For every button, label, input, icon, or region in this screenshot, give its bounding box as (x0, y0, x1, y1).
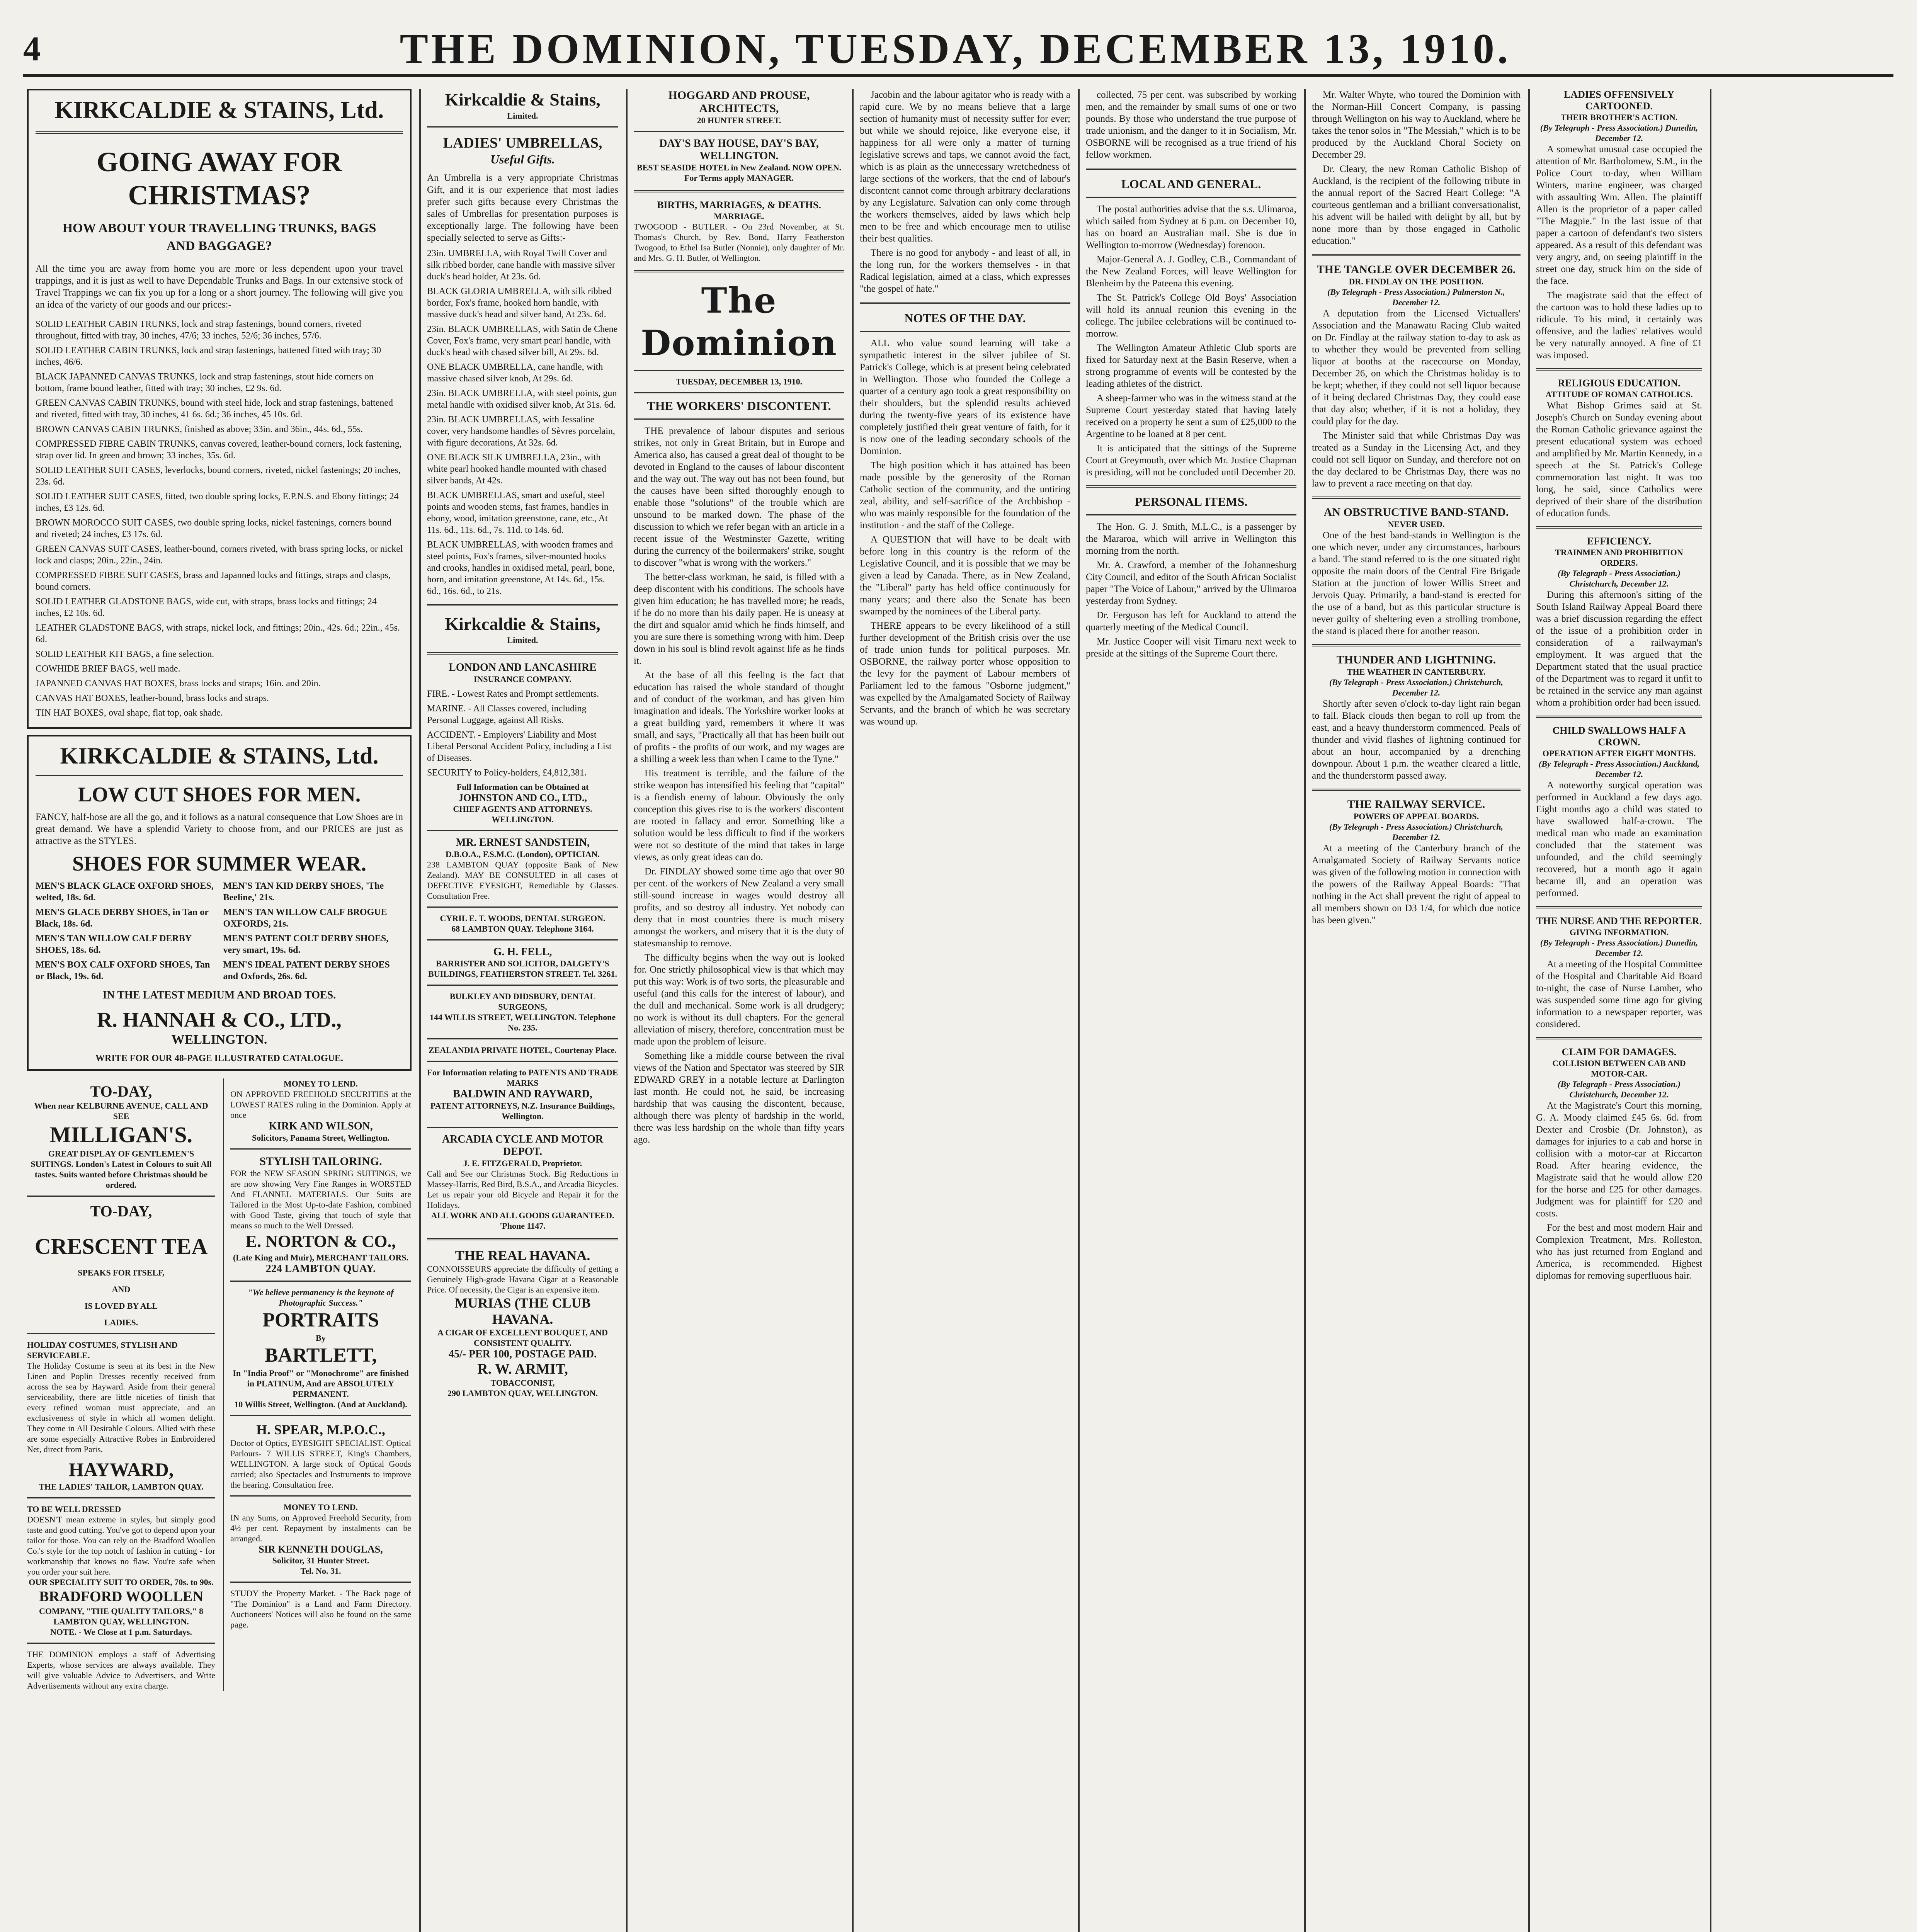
col1-lower (27, 1078, 412, 1691)
tangle-body (1312, 308, 1521, 490)
personal-head: PERSONAL ITEMS. (1135, 495, 1248, 509)
dateline: TUESDAY, DECEMBER 13, 1910. (675, 377, 803, 386)
umbrella-item: BLACK UMBRELLAS, smart and useful, steel points and wooden stems, fast frames, handles in ebony, wood, imitation greenstone, cane, etc., At 11s. 6d., 11s. 6d., 7s. 11d. to 14s. 6d. (427, 490, 609, 535)
tangle-line: (By Telegraph - Press Association.) Palmerston N., December 12. (1327, 287, 1505, 307)
tea-line: SPEAKS FOR ITSELF, (78, 1268, 165, 1277)
paragraph: A somewhat unusual case occupied the attention of Mr. Bartholomew, S.M., in the Police Court to-day, when William Winters, marine engineer, was charged with assaulting Wm. Allen. The plaintiff Allen is the proprietor of a paper called "The Magpie." In the last issue of that paper a cartoon of defendant's two sisters appeared. As a result of this defendant was very angry, and, on seeing plaintiff in the street one day, struck him on the side of the face. (1536, 144, 1702, 286)
paragraph: The Minister said that while Christmas Day was treated as a Sunday in the Licensing Act, and they could not sell liquor on Sunday, and therefore not on the day declared to be Christmas Day, there was no law to prevent a race meeting on that day. (1312, 430, 1521, 489)
cycle-prop: J. E. FITZGERALD, Proprietor. (463, 1158, 582, 1168)
thunder-head: THUNDER AND LIGHTNING. (1336, 653, 1496, 666)
obstr-body (1312, 529, 1521, 637)
portrait-addr: 10 Willis Street, Wellington. (And at Auckland). (234, 1400, 407, 1409)
obstr-head: AN OBSTRUCTIVE BAND-STAND. (1323, 506, 1509, 519)
insurance-head: LONDON AND LANCASHIRE (449, 662, 597, 673)
shoe-item: MEN'S GLACE DERBY SHOES, in Tan or Black, 18s. 6d. (36, 907, 209, 929)
ad-brand-sub: Limited. (507, 111, 538, 121)
hoggard-addr: 20 HUNTER STREET. (697, 116, 781, 125)
trunk-item: SOLID LEATHER CABIN TRUNKS, lock and strap fastenings, bound corners, riveted throughout, fitted with tray, 30 inches, 47/6; 33 inches, 52/6; 36 inches, 57/6. (36, 319, 361, 341)
paragraph: ALL who value sound learning will take a sympathetic interest in the silver jubilee of St. Patrick's College, which is at present being celebrated in Wellington. Those who founded the College a quarter of a century ago took a great responsibility on their shoulders, but the splendid results achieved during the twenty-five years of its existence have completely justified their great venture of faith, for it is now one of the leading secondary schools of the Dominion. (860, 338, 1070, 456)
trunk-item: SOLID LEATHER GLADSTONE BAGS, wide cut, with straps, brass locks and fittings; 24 inches, £2 10s. 6d. (36, 597, 377, 618)
insurance-item: SECURITY to Policy-holders, £4,812,381. (427, 768, 587, 778)
ad-intro: All the time you are away from home you are more or less dependent upon your travel trappings, and it is just as well to have Dependable Trunks and Bags. In our extensive stock of Travel Trappings we can fix you up for a long or a short journey. The following will give you an idea of the variety of our goods and our prices:- (36, 264, 403, 310)
leader-head: THE WORKERS' DISCONTENT. (647, 399, 831, 413)
paragraph: During this afternoon's sitting of the South Island Railway Appeal Board there was a brief discussion regarding the effect of the issue of a prohibition order in consideration of a railwayman's employment. It was argued that the Department stated that the usual practice of the Department was to regard it unfit to be retained in the service any man against whom a prohibition order had been issued. (1536, 590, 1702, 708)
shoe-item: MEN'S TAN KID DERBY SHOES, 'The Beeline,' 21s. (223, 881, 384, 903)
efficiency-sub: TRAINMEN AND PROHIBITION ORDERS. (1555, 548, 1683, 568)
insurance-agents: CHIEF AGENTS AND ATTORNEYS. WELLINGTON. (453, 804, 592, 824)
paragraph: For the best and most modern Hair and Complexion Treatment, Mrs. Rolleston, who has just returned from England and America, is recommended. Highest diplomas for removing superfluous hair. (1536, 1223, 1702, 1281)
trunk-item: JAPANNED CANVAS HAT BOXES, brass locks and straps; 16in. and 20in. (36, 679, 321, 689)
obstr-sub: NEVER USED. (1388, 519, 1445, 529)
paragraph: One of the best band-stands in Wellington is the one which never, under any circumstances, harbours a band. The stand referred to is the one situated right opposite the main doors of the Central Fire Brigade Station at the junction of lower Willis Street and Jervois Quay. Primarily, a band-stand is erected for the use of a band, but as this particular structure is never guilty of sheltering even a strolling trombone, the stand is placed there for another reason. (1312, 530, 1521, 636)
shoe-item: MEN'S PATENT COLT DERBY SHOES, very smart, 19s. 6d. (223, 934, 389, 955)
paragraph: A noteworthy surgical operation was performed in Auckland a few days ago. Eight months ago a child was stated to have swallowed half-a-crown. The medical man who made an examination concluded that the statement was unfounded, and the child seemingly recovered, but a month ago it again became ill, and an operation was performed. (1536, 780, 1702, 898)
paragraph: At a meeting of the Hospital Committee of the Hospital and Charitable Aid Board to-night, the case of Nurse Lamber, who was suspended some time ago for giving information to a newspaper reporter, was considered. (1536, 959, 1702, 1029)
tea-line: AND (112, 1284, 131, 1294)
tailor-body: FOR the NEW SEASON SPRING SUITINGS, we are now showing Very Fine Ranges in WORSTED And FLANNEL MATERIALS. Our Suits are Tailored in the Most Up-to-date Fashion, combined with Good Taste, giving that touch of style that means so much to the Well Dressed. (230, 1168, 411, 1230)
bradford-special: OUR SPECIALITY SUIT TO ORDER, 70s. to 90s. (29, 1577, 214, 1587)
cycle-body: Call and See our Christmas Stock. Big Reductions in Massey-Harris, Red Bird, B.S.A., and Arcadia Bicycles. Let us repair your old Bicycle and Repair it for the Holidays. (427, 1169, 618, 1210)
religious-sub: ATTITUDE OF ROMAN CATHOLICS. (1545, 389, 1693, 399)
column-rule (419, 89, 421, 1932)
money-firm: KIRK AND WILSON, (269, 1120, 373, 1132)
efficiency-line: (By Telegraph - Press Association.) Christchurch, December 12. (1558, 568, 1681, 588)
cartoon-sub: THEIR BROTHER'S ACTION. (1560, 112, 1678, 122)
kirkcaldie-travel-ad (27, 89, 412, 729)
local-body (1086, 203, 1296, 478)
trunk-item: GREEN CANVAS CABIN TRUNKS, bound with steel hide, lock and strap fastenings, battened and riveted, fitted with tray, 30 inches, 41 6s. 6d.; 36 inches, 45 10s. 6d. (36, 398, 393, 420)
column-rule (1710, 89, 1711, 1932)
paragraph: A deputation from the Licensed Victuallers' Association and the Manawatu Racing Club waited on Dr. Findlay at the railway station to-day to ask as to whether they would be prevented from selling liquor at booths at the racecourse on Monday, December 26, on which the Christmas holiday is to be kept; whether, if they could not sell liquor because of it being declared Christmas Day, they could ease that day also; whether, if it is not a holiday, they could play for the day. (1312, 308, 1521, 427)
paragraph: It is anticipated that the sittings of the Supreme Court at Greymouth, over which Mr. Justice Chapman is presiding, will not be concluded until December 20. (1086, 443, 1296, 478)
woods-addr: 68 LAMBTON QUAY. Telephone 3164. (451, 924, 594, 934)
shoe-item: MEN'S BLACK GLACE OXFORD SHOES, welted, 18s. 6d. (36, 881, 214, 903)
cartoon-line: (By Telegraph - Press Association.) Dunedin, December 12. (1540, 123, 1698, 143)
notes-body-cont (1086, 89, 1296, 161)
daysbay-name: DAY'S BAY HOUSE, DAY'S BAY, WELLINGTON. (659, 138, 819, 162)
claim-sub: COLLISION BETWEEN CAB AND MOTOR-CAR. (1552, 1058, 1686, 1078)
umbrella-item: 23in. BLACK UMBRELLA, with steel points, gun metal handle with oxidised silver knob, At 31s. 6d. (427, 388, 617, 410)
masthead (23, 23, 1893, 77)
portrait-body: In "India Proof" or "Monochrome" are finished in PLATINUM, And are ABSOLUTELY PERMANENT. (233, 1368, 409, 1399)
local-head: LOCAL AND GENERAL. (1121, 177, 1261, 191)
fell-name: G. H. FELL, (493, 946, 552, 958)
umbrella-item: 23in. UMBRELLA, with Royal Twill Cover and silk ribbed border, cane handle with massive silver duck's head holder, At 23s. 6d. (427, 248, 615, 282)
rail-head: THE RAILWAY SERVICE. (1347, 798, 1485, 811)
today-label: TO-DAY, (90, 1202, 152, 1220)
rail-line: (By Telegraph - Press Association.) Christchurch, December 12. (1329, 822, 1504, 842)
kirkcaldie-shoe-ad (27, 735, 412, 1071)
paragraph: Dr. Ferguson has left for Auckland to attend the quarterly meeting of the Medical Council. (1086, 610, 1296, 633)
religious-head: RELIGIOUS EDUCATION. (1558, 378, 1681, 389)
armit-sub: TOBACCONIST, (490, 1378, 555, 1388)
portrait-quote: "We believe permanency is the keynote of Photographic Success." (248, 1287, 394, 1308)
paragraph: Dr. FINDLAY showed some time ago that over 90 per cent. of the workers of New Zealand a very small still-sound increase in wages would destroy all profits, and so destroy all industry. Yet nobody can deny that in most countries there is much misery amongst the workers, and misery that it is the duty of statesmanship to remove. (634, 866, 844, 949)
shoes-headline: LOW CUT SHOES FOR MEN. (78, 783, 361, 806)
notes-body (860, 337, 1070, 728)
trunk-list (36, 318, 403, 719)
paragraph: The St. Patrick's College Old Boys' Association will hold its annual reunion this evening in the college. The jubilee celebrations will be continued to-morrow. (1086, 293, 1296, 339)
milligan-body: GREAT DISPLAY OF GENTLEMEN'S SUITINGS. London's Latest in Colours to suit All tastes. Suits wanted before Christmas should be ordered. (31, 1149, 212, 1190)
hayward-name: HAYWARD, (68, 1459, 174, 1480)
shoe-item: MEN'S IDEAL PATENT DERBY SHOES and Oxfords, 26s. 6d. (223, 960, 390, 981)
column-1 (27, 89, 412, 1932)
rail-body (1312, 842, 1521, 926)
armit-addr: 290 LAMBTON QUAY, WELLINGTON. (447, 1388, 598, 1398)
efficiency-body (1536, 589, 1702, 709)
insurance-item: ACCIDENT. - Employers' Liability and Most Liberal Personal Accident Policy, including a List of Diseases. (427, 730, 612, 763)
insurance-firm: JOHNSTON AND CO., LTD., (458, 792, 587, 803)
paper-title: The Dominion (641, 280, 837, 364)
bradford-intro: TO BE WELL DRESSED (27, 1504, 121, 1514)
column-7 (1536, 89, 1702, 1932)
paragraph: Major-General A. J. Godley, C.B., Commandant of the New Zealand Forces, will leave Wellington for Blenheim by the Pateena this evening. (1086, 254, 1296, 289)
havana-head: THE REAL HAVANA. (455, 1248, 590, 1263)
shoes-footer: IN THE LATEST MEDIUM AND BROAD TOES. (102, 989, 336, 1001)
ad-headline: GOING AWAY FOR (97, 146, 342, 177)
column-rule (852, 89, 854, 1932)
nurse-head: THE NURSE AND THE REPORTER. (1536, 915, 1702, 927)
norton-name: E. NORTON & CO., (245, 1232, 396, 1251)
personal-body (1086, 521, 1296, 660)
trunk-item: SOLID LEATHER CABIN TRUNKS, lock and strap fastenings, battened fitted with tray; 30 inches, 46/6. (36, 345, 381, 367)
crown-line: (By Telegraph - Press Association.) Auckland, December 12. (1538, 759, 1700, 779)
claim-body (1536, 1100, 1702, 1282)
thunder-body (1312, 698, 1521, 782)
thunder-line: (By Telegraph - Press Association.) Christchurch, December 12. (1329, 677, 1504, 697)
trunk-item: SOLID LEATHER KIT BAGS, a fine selection. (36, 649, 214, 659)
paragraph: At the base of all this feeling is the fact that education has raised the whole standard of thought and of conduct of the workman, and has given him imagination and ideals. The Yorkshire worker looks at a great building yard, remembers it where it was small, and says, "Practically all that has been built out of profits - the profits of our work, and my wages are a shilling a week less than when I came to the Tyne." (634, 670, 844, 764)
holiday-body: The Holiday Costume is seen at its best in the New Linen and Poplin Dresses recently received from across the sea by Hayward. Aside from their general serviceability, there are little niceties of finish that every refined woman must appreciate, and an exclusiveness of style in which all women delight. They come in All Desirable Colours. Allied with these are some especially Attractive Robes in Embroidered Net, direct from Paris. (27, 1361, 215, 1454)
umbrella-intro: An Umbrella is a very appropriate Christmas Gift, and it is our experience that most ladies prefer such gifts because every Christmas the sales of Umbrellas for presentation purposes is exceptionally large. The following have been specially selected to serve as Gifts:- (427, 173, 618, 243)
trunk-item: COMPRESSED FIBRE SUIT CASES, brass and Japanned locks and fittings, straps and clasps, bound corners. (36, 570, 391, 592)
hoggard-name: HOGGARD AND PROUSE, ARCHITECTS, (668, 89, 810, 115)
trunk-item: BROWN CANVAS CABIN TRUNKS, finished as above; 33in. and 36in., 44s. 6d., 55s. (36, 424, 363, 434)
leader-body-cont (860, 89, 1070, 295)
spear-name: H. SPEAR, M.P.O.C., (256, 1422, 385, 1437)
umbrella-item: 23in. BLACK UMBRELLAS, with Jessaline cover, very handsome handles of Sèvres porcelain, with figure decorations, At 32s. 6d. (427, 415, 615, 448)
cartoon-body (1536, 143, 1702, 361)
today-label: TO-DAY, (90, 1083, 152, 1100)
portrait-by: By (316, 1333, 326, 1343)
havana-desc: A CIGAR OF EXCELLENT BOUQUET, AND CONSISTENT QUALITY. (437, 1328, 608, 1348)
optician-body: 238 LAMBTON QUAY (opposite Bank of New Zealand). MAY BE CONSULTED in all cases of DEFECTIVE EYESIGHT, Remediable by Glasses. Consultation Free. (427, 860, 618, 901)
column-6 (1312, 89, 1521, 1932)
personal-body-cont (1312, 89, 1521, 247)
crown-body (1536, 779, 1702, 899)
trunk-item: CANVAS HAT BOXES, leather-bound, brass locks and straps. (36, 693, 269, 703)
insurance-item: FIRE. - Lowest Rates and Prompt settlements. (427, 689, 599, 699)
column-rule (1528, 89, 1530, 1932)
crown-head: CHILD SWALLOWS HALF A CROWN. (1552, 725, 1686, 748)
paragraph: At a meeting of the Canterbury branch of the Amalgamated Society of Railway Servants notice was given of the following motion in connection with the powers of the Railway Appeal Boards: "That nothing in the Act shall prevent the right of appeal to all members shown on D3 1/4, for which due notice has been given." (1312, 843, 1521, 925)
col1-left-ads (27, 1078, 215, 1691)
tea-name: CRESCENT TEA (34, 1234, 208, 1259)
ad-subhead: HOW ABOUT YOUR TRAVELLING TRUNKS, BAGS AND BAGGAGE? (62, 221, 376, 253)
leader-body-cont (634, 866, 844, 1146)
tailor-head: STYLISH TAILORING. (259, 1155, 382, 1168)
trunk-item: COWHIDE BRIEF BAGS, well made. (36, 664, 180, 674)
cycle-foot: ALL WORK AND ALL GOODS GUARANTEED. 'Phone 1147. (431, 1211, 614, 1231)
claim-head: CLAIM FOR DAMAGES. (1561, 1046, 1677, 1058)
paragraph: THERE appears to be every likelihood of a still further development of the British crisis over the use of trade union funds for political purposes. Mr. OSBORNE, the railway porter whose opposition to the levy for the payment of Labour members of Parliament led to the famous "Osborne judgment," was expelled by the Amalgamated Society of Railway Servants, and the branch of which he was secretary was wound up. (860, 621, 1070, 727)
paragraph: Mr. Justice Cooper will visit Timaru next week to preside at the sittings of the Supreme Court there. (1086, 636, 1296, 659)
hannah-city: WELLINGTON. (171, 1032, 267, 1047)
umbrella-item: BLACK UMBRELLAS, with wooden frames and steel points, Fox's frames, silver-mounted hooks and crooks, handles in oxidised metal, pearl, bone, horn, and imitation greenstone, At 14s. 6d., 15s. 6d., 16s. 6d., to 21s. (427, 540, 615, 596)
paragraph: What Bishop Grimes said at St. Joseph's Church on Sunday evening about the Roman Catholic grievance against the present educational system was echoed and amplified by Mr. Martin Kennedy, in a speech at the St. Patrick's College commemoration last night. It was too long, he said, since Catholics were deprived of their share of the distribution of education funds. (1536, 400, 1702, 519)
money-addr: Solicitors, Panama Street, Wellington. (252, 1133, 390, 1143)
marriage-head: MARRIAGE. (714, 211, 764, 221)
column-2 (427, 89, 618, 1932)
optician-sub: D.B.O.A., F.S.M.C. (London), OPTICIAN. (446, 849, 600, 859)
patents-head: For Information relating to PATENTS AND TRADE MARKS (427, 1068, 618, 1088)
paragraph: Mr. Walter Whyte, who toured the Dominion with the Norman-Hill Concert Company, is passing through Wellington on his way to Auckland, where he takes the tenor solos in "The Messiah," which is to be produced by the Auckland Choral Society on December 29. (1312, 90, 1521, 160)
havana-body: CONNOISSEURS appreciate the difficulty of getting a Genuinely High-grade Havana Cigar at a Reasonable Price. Of necessity, the Cigar is an expensive item. (427, 1264, 618, 1294)
havana-price: 45/- PER 100, POSTAGE PAID. (448, 1348, 597, 1360)
umbrella-item: ONE BLACK SILK UMBRELLA, 23in., with white pearl hooked handle mounted with chased silver bands, At 42s. (427, 452, 606, 486)
paragraph: The better-class workman, he said, is filled with a deep discontent with his conditions. The schools have given him education; he has travelled more; he reads, if he do no more than his daily paper. He is uneasy at the dirt and squalor amid which he finds himself, and you are sure there is something wrong with him. Deep down in his soul is blind revolt against life as he finds it. (634, 572, 844, 666)
money-head: MONEY TO LEND. (283, 1079, 358, 1088)
umbrella-head: LADIES' UMBRELLAS, (443, 135, 602, 151)
money-tel: Tel. No. 31. (300, 1566, 341, 1576)
norton-addr: 224 LAMBTON QUAY. (265, 1263, 376, 1275)
insurance-sub: INSURANCE COMPANY. (473, 674, 572, 684)
paragraph: Something like a middle course between the rival views of the Nation and Spectator was steered by SIR EDWARD GREY in a notable lecture at Darlington last month. He could not, he said, be increasing hardship that was causing the discontent, because, although there was plenty of hardship in the world, there was less hardship on the whole than fifty years ago. (634, 1051, 844, 1145)
bradford-note: NOTE. - We Close at 1 p.m. Saturdays. (50, 1627, 192, 1637)
crown-sub: OPERATION AFTER EIGHT MONTHS. (1542, 748, 1696, 758)
notes-head: NOTES OF THE DAY. (904, 311, 1026, 325)
nurse-line: (By Telegraph - Press Association.) Dunedin, December 12. (1540, 938, 1698, 958)
masthead-title: THE DOMINION, TUESDAY, DECEMBER 13, 1910. (400, 25, 1511, 72)
thunder-sub: THE WEATHER IN CANTERBURY. (1347, 667, 1486, 677)
fell-sub: BARRISTER AND SOLICITOR, DALGETY'S BUILDINGS, FEATHERSTON STREET. Tel. 3261. (428, 959, 617, 979)
shoes-headline: SHOES FOR SUMMER WEAR. (72, 852, 367, 875)
col1-right-ads (223, 1078, 411, 1691)
ad-headline: CHRISTMAS? (128, 180, 311, 211)
bmd-head: BIRTHS, MARRIAGES, & DEATHS. (657, 199, 821, 211)
milligan-intro: When near KELBURNE AVENUE, CALL AND SEE (34, 1101, 208, 1121)
umbrella-item: ONE BLACK UMBRELLA, cane handle, with massive chased silver knob, At 29s. 6d. (427, 362, 603, 384)
paragraph: A sheep-farmer who was in the witness stand at the Supreme Court yesterday stated that having lately received on a property he sent a sum of £25,000 to the Argentine to be loaned at 8 per cent. (1086, 393, 1296, 439)
money-body: IN any Sums, on Approved Freehold Security, from 4½ per cent. Repayment by instalments can be arranged. (230, 1513, 411, 1543)
paragraph: The magistrate said that the effect of the cartoon was to hold these ladies up to ridicule. To his mind, it certainly was offensive, and the ladies' relatives would be very naturally annoyed. A fine of £1 was imposed. (1536, 290, 1702, 361)
trunk-item: GREEN CANVAS SUIT CASES, leather-bound, corners riveted, with brass spring locks, or nickel lock and clasps; 20in., 22in., 24in. (36, 544, 403, 566)
rail-sub: POWERS OF APPEAL BOARDS. (1353, 811, 1479, 821)
column-rule (626, 89, 628, 1932)
shoe-item: MEN'S BOX CALF OXFORD SHOES, Tan or Black, 19s. 6d. (36, 960, 210, 981)
bradford-body: DOESN'T mean extreme in styles, but simply good taste and good cutting. You've got to depend upon your tailor for those. You can rely on the Bradford Woollen Co.'s style for the top notch of fashion in cutting - for workmanship that knows no flaw. You're safe when you order your suit here. (27, 1515, 215, 1577)
spear-body: Doctor of Optics, EYESIGHT SPECIALIST. Optical Parlours- 7 WILLIS STREET, King's Chambers, WELLINGTON. A large stock of Optical Goods carried; also Spectacles and Instruments to improve the hearing. Consultation free. (230, 1438, 411, 1490)
umbrella-item: 23in. BLACK UMBRELLAS, with Satin de Chene Cover, Fox's frame, very smart pearl handle, with duck's head with chased silver bill, At 29s. 6d. (427, 324, 618, 357)
study-notice: STUDY the Property Market. - The Back page of "The Dominion" is a Land and Farm Directory. Auctioneers' Notices will also be found on the same page. (230, 1588, 411, 1629)
column-rule (1304, 89, 1306, 1932)
optician-name: MR. ERNEST SANDSTEIN, (456, 837, 590, 849)
insurance-item: MARINE. - All Classes covered, including Personal Luggage, against All Risks. (427, 704, 587, 725)
bulkley-name: BULKLEY AND DIDSBURY, DENTAL SURGEONS, (449, 992, 596, 1012)
ad-brand-sub: Limited. (507, 635, 538, 645)
paragraph: The difficulty begins when the way out is looked for. One strictly philosophical view is that which may put this way: Work is of two sorts, the pleasurable and useful (and this calls for the interest of labour), and the dull and mechanical. Some work is all drudgery; no work is without its dull chapters. For the general alleviation of misery, therefore, concentration must be made upon the problem of leisure. (634, 952, 844, 1047)
efficiency-head: EFFICIENCY. (1587, 536, 1651, 547)
money-addr: Solicitor, 31 Hunter Street. (272, 1556, 369, 1565)
tea-line: IS LOVED BY ALL (84, 1301, 158, 1311)
trunk-item: TIN HAT BOXES, oval shape, flat top, oak shade. (36, 708, 223, 718)
shoe-item: MEN'S TAN WILLOW CALF DERBY SHOES, 18s. 6d. (36, 934, 192, 955)
nurse-body (1536, 958, 1702, 1030)
paragraph: Mr. A. Crawford, a member of the Johannesburg City Council, and editor of the South African Socialist paper "The Voice of Labour," arrived by the Ulimaroa yesterday from Sydney. (1086, 560, 1296, 606)
paragraph: Jacobin and the labour agitator who is ready with a rapid cure. We by no means believe that a large section of humanity must of necessity suffer for ever; but while we should rejoice, like everyone else, if happiness for all were only a matter of turning legislative screws and taps, we cannot avoid the fact, which is as plain as the unnecessary wretchedness of large sections of the workers, that the end of labour's discontent cannot come through arbitrary declarations by any Legislature. Salvation can only come through the workers themselves, aided by laws which help men to be free and which encourage men to utilise their best qualities. (860, 90, 1070, 244)
claim-line: (By Telegraph - Press Association.) Christchurch, December 12. (1558, 1079, 1681, 1099)
shoe-item: MEN'S TAN WILLOW CALF BROGUE OXFORDS, 21s. (223, 907, 387, 929)
daysbay-body: BEST SEASIDE HOTEL in New Zealand. NOW OPEN. For Terms apply MANAGER. (636, 163, 842, 183)
bulkley-addr: 144 WILLIS STREET, WELLINGTON. Telephone No. 235. (429, 1012, 616, 1032)
money-body: ON APPROVED FREEHOLD SECURITIES at the LOWEST RATES ruling in the Dominion. Apply at once (230, 1089, 411, 1120)
tangle-sub: DR. FINDLAY ON THE POSITION. (1349, 277, 1484, 286)
ad-brand: KIRKCALDIE & STAINS, Ltd. (54, 97, 384, 123)
trunk-item: BROWN MOROCCO SUIT CASES, two double spring locks, nickel fastenings, corners bound and riveted; 24 inches, £3 17s. 6d. (36, 518, 391, 539)
paragraph: The postal authorities advise that the s.s. Ulimaroa, which sailed from Sydney at 6 p.m. on December 10, has on board an Australian mail. She is due in Wellington to-morrow (Wednesday) forenoon. (1086, 204, 1296, 250)
trunk-item: LEATHER GLADSTONE BAGS, with straps, nickel lock, and fittings; 20in., 42s. 6d.; 22in., 45s. 6d. (36, 623, 400, 645)
paragraph: The high position which it has attained has been made possible by the generosity of the Roman Catholic section of the community, and the untiring zeal, ability, and self-sacrifice of the Archbishop - who was mainly responsible for the foundation of the institution - and the staff of the College. (860, 460, 1070, 531)
trunk-item: BLACK JAPANNED CANVAS TRUNKS, lock and strap fastenings, stout hide corners on bottom, frame bound leather, fitted with tray; 30 inches, £2 9s. 6d. (36, 372, 374, 393)
paragraph: Shortly after seven o'clock to-day light rain began to fall. Black clouds then began to roll up from the east, and a heavy thunderstorm commenced. Peals of thunder and vivid flashes of lightning continued for about an hour, accompanied by a drenching downpour. About 1 p.m. the weather cleared a little, and the thunderstorm passed away. (1312, 699, 1521, 781)
umbrella-list (427, 248, 618, 597)
umbrella-sub: Useful Gifts. (490, 152, 555, 166)
insurance-list (427, 688, 618, 779)
ad-brand: Kirkcaldie & Stains, (445, 614, 600, 634)
leader-body (634, 425, 844, 863)
norton-sub: (Late King and Muir), MERCHANT TAILORS. (233, 1253, 409, 1262)
tangle-head: THE TANGLE OVER DECEMBER 26. (1317, 263, 1516, 276)
milligan-name: MILLIGAN'S. (49, 1122, 192, 1147)
ad-brand: Kirkcaldie & Stains, (445, 90, 600, 109)
portrait-head: PORTRAITS (262, 1309, 379, 1331)
paragraph: The Hon. G. J. Smith, M.L.C., is a passenger by the Mararoa, which will arrive in Wellington this morning from the north. (1086, 522, 1296, 556)
trunk-item: SOLID LEATHER SUIT CASES, leverlocks, bound corners, riveted, nickel fastenings; 20 inches, 23s. 6d. (36, 465, 401, 487)
column-rule (1078, 89, 1080, 1932)
dominion-notice: THE DOMINION employs a staff of Advertising Experts, whose services are always available. They will give valuable Advice to Advertisers, and Write Advertisements without any extra charge. (27, 1650, 215, 1690)
bradford-name: BRADFORD WOOLLEN (39, 1588, 203, 1605)
nurse-sub: GIVING INFORMATION. (1569, 927, 1669, 937)
hannah-note: WRITE FOR OUR 48-PAGE ILLUSTRATED CATALOGUE. (95, 1053, 343, 1063)
shoe-list (36, 880, 403, 985)
trunk-item: SOLID LEATHER SUIT CASES, fitted, two double spring locks, E.P.N.S. and Ebony fittings; 24 inches, £3 12s. 6d. (36, 492, 399, 513)
patents-sub: PATENT ATTORNEYS, N.Z. Insurance Buildings, Wellington. (430, 1101, 615, 1121)
cartoon-head: LADIES OFFENSIVELY CARTOONED. (1564, 89, 1674, 112)
page-number: 4 (23, 29, 41, 68)
woods-name: CYRIL E. T. WOODS, DENTAL SURGEON. (440, 913, 606, 923)
shoes-intro: FANCY, half-hose are all the go, and it follows as a natural consequence that Low Shoes are in great demand. We have a splendid Variety to choose from, and our PRICES are just as attractive as the STYLES. (36, 812, 403, 846)
paragraph: There is no good for anybody - and least of all, in the long run, for the workers themselves - in that Radical legislation, aimed at a class, which expresses "the gospel of hate." (860, 248, 1070, 294)
marriage-body: TWOGOOD - BUTLER. - On 23rd November, at St. Thomas's Church, by Rev. Bond, Harry Featherston Twogood, to Ethel Isa Butler (Nonnie), only daughter of Mr. and Mrs. G. H. Butler, of Wellington. (634, 222, 844, 263)
hannah-name: R. HANNAH & CO., LTD., (97, 1008, 342, 1031)
religious-body (1536, 400, 1702, 519)
paragraph: THE prevalence of labour disputes and serious strikes, not only in Great Britain, but in Europe and America also, has caused a great deal of thought to be devoted in England to the causes of labour discontent and the way out. The way out has not been found, but the causes have been sifted thoroughly enough to enable those "solutions" of the trouble which are unsound to be marked down. The phase of the discussion to which we refer began with an article in a recent issue of the Westminster Gazette, writing during the currency of the boilermakers' strike, sought to discover "what is wrong with the workers." (634, 426, 844, 568)
armit-name: R. W. ARMIT, (477, 1361, 568, 1377)
cycle-head: ARCADIA CYCLE AND MOTOR DEPOT. (442, 1133, 604, 1158)
column-3 (634, 89, 844, 1932)
paragraph: A QUESTION that will have to be dealt with before long in this country is the reform of the Legislative Council, and it is possible that we may be given a lead by Canada. There, as in New Zealand, the "Liberal" party has held office continuously for many years; and there also the Senate has been swamped by the nominees of the Liberal party. (860, 534, 1070, 617)
holiday-head: HOLIDAY COSTUMES, STYLISH AND SERVICEABLE. (27, 1340, 178, 1360)
money-firm: SIR KENNETH DOUGLAS, (259, 1544, 383, 1555)
havana-name: MURIAS (THE CLUB HAVANA. (454, 1295, 591, 1327)
bradford-sub: COMPANY, "THE QUALITY TAILORS," 8 LAMBTON QUAY, WELLINGTON. (39, 1606, 203, 1626)
hotel-name: ZEALANDIA PRIVATE HOTEL, Courtenay Place. (429, 1045, 617, 1055)
hayward-sub: THE LADIES' TAILOR, LAMBTON QUAY. (39, 1482, 204, 1492)
portrait-name: BARTLETT, (264, 1344, 377, 1366)
patents-firm: BALDWIN AND RAYWARD, (453, 1088, 592, 1100)
umbrella-item: BLACK GLORIA UMBRELLA, with silk ribbed border, Fox's frame, hooked horn handle, with massive duck's head and silver band, At 23s. 6d. (427, 286, 612, 320)
paragraph: His treatment is terrible, and the failure of the strike weapon has intensified his feeling that "capital" is a fiendish enemy of labour. Obviously the only conception this gives rise to is the workers' discontent are rooted in fallacy and error. Something like a solution would be less difficult to find if the workers were not so destitute of the mind that takes in large views, as only great ideas can do. (634, 768, 844, 862)
trunk-item: COMPRESSED FIBRE CABIN TRUNKS, canvas covered, leather-bound corners, lock fastening, strap over lid. In green and brown; 33 inches, 35s. 6d. (36, 439, 402, 461)
money-head: MONEY TO LEND. (283, 1502, 358, 1512)
tea-line: LADIES. (104, 1318, 138, 1327)
paragraph: At the Magistrate's Court this morning, G. A. Moody claimed £45 6s. 6d. from Dexter and Crosbie (Dr. Johnston), as damages for injuries to a cab and horse in collision with a motor-car at Riccarton Road. After hearing evidence, the Magistrate said that he would allow £20 for the horse and £25 for other damages. Judgment was for plaintiff for £20 and costs. (1536, 1100, 1702, 1219)
paragraph: collected, 75 per cent. was subscribed by working men, and the remainder by small sums of one or two pounds. By those who understand the true purpose of trade unionism, and the danger to it in Socialism, Mr. OSBORNE will be recognised as a true friend of his fellow workmen. (1086, 90, 1296, 160)
paragraph: Dr. Cleary, the new Roman Catholic Bishop of Auckland, is the recipient of the following tribute in the annual report of the Sacred Heart College: "A courteous gentleman and a brilliant conversationalist, his advent will be hailed with delight by all, but by none more than by those engaged in Catholic education." (1312, 164, 1521, 246)
column-4 (860, 89, 1070, 1932)
column-5 (1086, 89, 1296, 1932)
insurance-foot: Full Information can be Obtained at (456, 782, 589, 792)
paragraph: The Wellington Amateur Athletic Club sports are fixed for Saturday next at the Basin Reserve, when a strong programme of events will be contested by the leading athletes of the district. (1086, 343, 1296, 389)
ad-brand: KIRKCALDIE & STAINS, Ltd. (60, 743, 379, 769)
